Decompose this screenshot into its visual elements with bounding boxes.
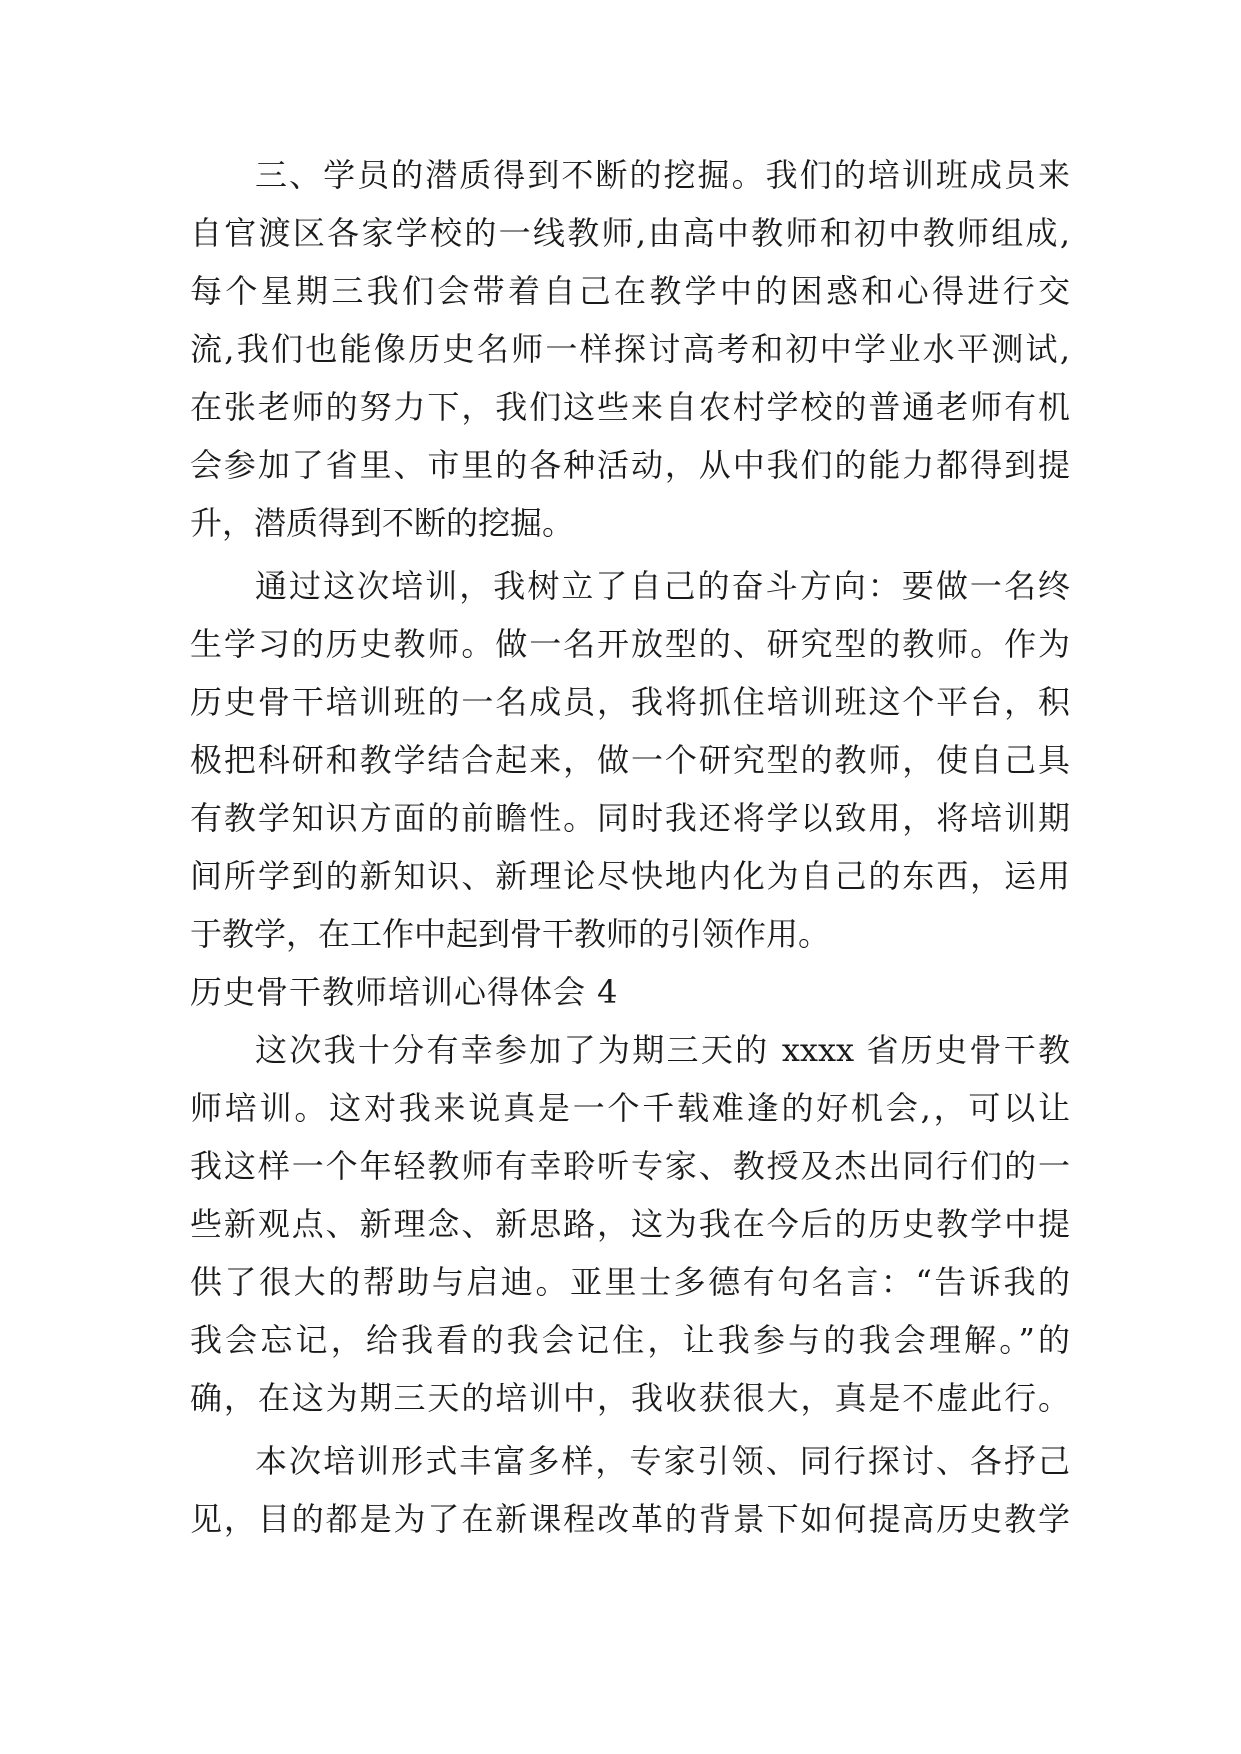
paragraph-line: 每个星期三我们会带着自己在教学中的困惑和心得进行交 (190, 272, 1070, 310)
paragraph-line: 有教学知识方面的前瞻性。同时我还将学以致用，将培训期 (190, 799, 1070, 837)
paragraph-line: 在张老师的努力下，我们这些来自农村学校的普通老师有机 (190, 388, 1070, 426)
paragraph-line: 师培训。这对我来说真是一个千载难逢的好机会,，可以让 (190, 1089, 1070, 1127)
paragraph-line: 通过这次培训，我树立了自己的奋斗方向：要做一名终 (255, 567, 1070, 605)
paragraph-line: 生学习的历史教师。做一名开放型的、研究型的教师。作为 (190, 625, 1070, 663)
paragraph-line: 自官渡区各家学校的一线教师,由高中教师和初中教师组成, (190, 214, 1070, 252)
paragraph-line: 升，潜质得到不断的挖掘。 (190, 504, 575, 542)
paragraph-line: 供了很大的帮助与启迪。亚里士多德有句名言：“告诉我的 (190, 1263, 1070, 1301)
paragraph-line: 历史骨干培训班的一名成员，我将抓住培训班这个平台，积 (190, 683, 1070, 721)
paragraph-line: 本次培训形式丰富多样，专家引领、同行探讨、各抒己 (255, 1442, 1070, 1480)
paragraph-line: 流,我们也能像历史名师一样探讨高考和初中学业水平测试, (190, 330, 1070, 368)
paragraph-line: 些新观点、新理念、新思路，这为我在今后的历史教学中提 (190, 1205, 1070, 1243)
paragraph-line: 于教学，在工作中起到骨干教师的引领作用。 (190, 915, 831, 953)
paragraph-line: 这次我十分有幸参加了为期三天的 xxxx 省历史骨干教 (255, 1031, 1070, 1069)
paragraph-line: 间所学到的新知识、新理论尽快地内化为自己的东西，运用 (190, 857, 1070, 895)
paragraph-line: 我这样一个年轻教师有幸聆听专家、教授及杰出同行们的一 (190, 1147, 1070, 1185)
paragraph-line: 确，在这为期三天的培训中，我收获很大，真是不虚此行。 (190, 1379, 1070, 1417)
paragraph-line: 我会忘记，给我看的我会记住，让我参与的我会理解。”的 (190, 1321, 1070, 1359)
paragraph-line: 三、学员的潜质得到不断的挖掘。我们的培训班成员来 (255, 156, 1070, 194)
paragraph-line: 见，目的都是为了在新课程改革的背景下如何提高历史教学 (190, 1500, 1070, 1538)
paragraph-line: 极把科研和教学结合起来，做一个研究型的教师，使自己具 (190, 741, 1070, 779)
paragraph-line: 会参加了省里、市里的各种活动，从中我们的能力都得到提 (190, 446, 1070, 484)
section-heading: 历史骨干教师培训心得体会 4 (190, 973, 619, 1011)
